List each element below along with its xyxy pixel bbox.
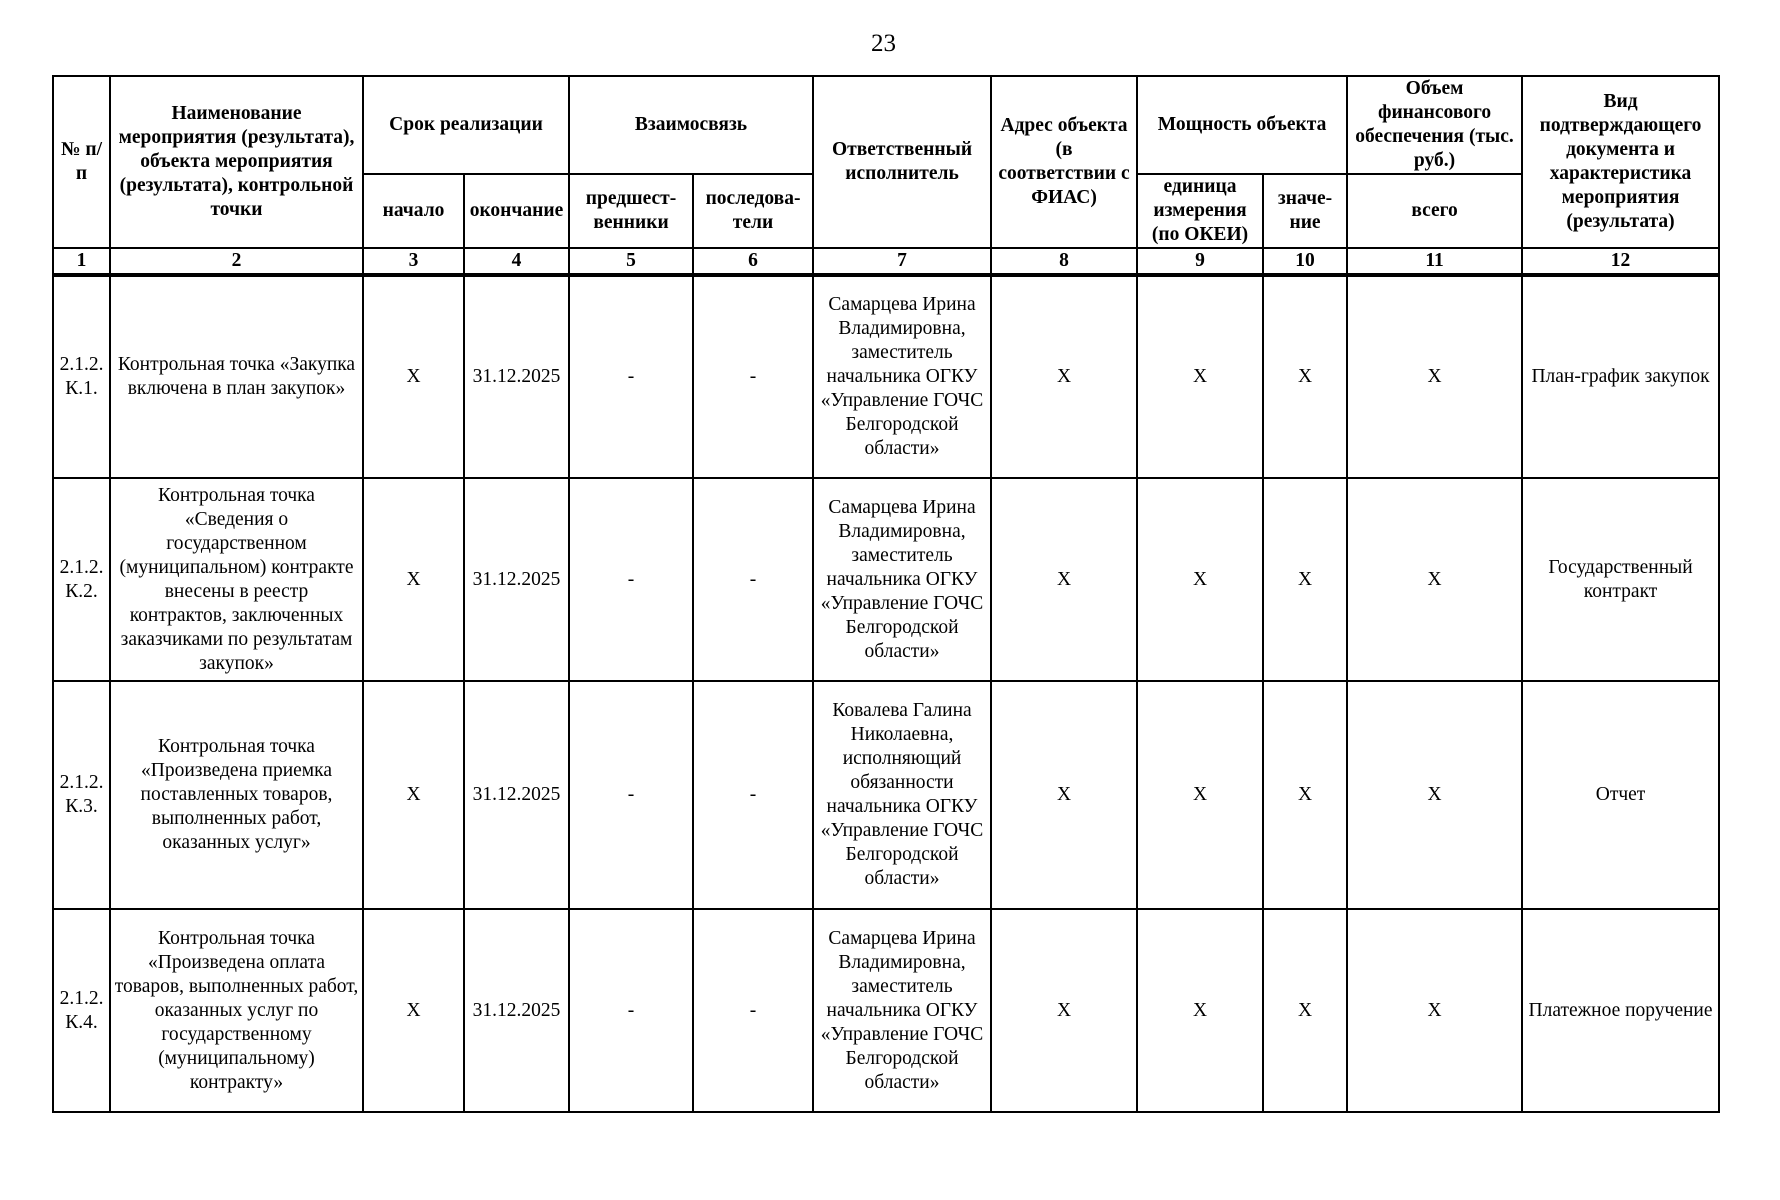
column-number: 7 — [813, 248, 991, 275]
row-value: X — [1263, 275, 1347, 478]
row-responsible: Самарцева Ирина Владимировна, заместитель начальника ОГКУ «Управление ГОЧС Белгородской области» — [813, 478, 991, 681]
row-value: X — [1263, 909, 1347, 1112]
column-number: 3 — [363, 248, 464, 275]
events-table — [52, 75, 1720, 1113]
table-header — [53, 76, 1719, 275]
row-doc: План-график закупок — [1522, 275, 1719, 478]
row-code: 2.1.2. К.3. — [53, 681, 110, 909]
row-prev: - — [569, 909, 693, 1112]
row-total: X — [1347, 909, 1522, 1112]
row-address: X — [991, 681, 1137, 909]
header-term-end: окончание — [464, 174, 569, 248]
header-capacity-unit: единица измерения (по ОКЕИ) — [1137, 174, 1263, 248]
row-doc: Отчет — [1522, 681, 1719, 909]
row-name: Контрольная точка «Закупка включена в план закупок» — [110, 275, 363, 478]
column-number: 10 — [1263, 248, 1347, 275]
column-number: 12 — [1522, 248, 1719, 275]
row-address: X — [991, 275, 1137, 478]
row-responsible: Самарцева Ирина Владимировна, заместитель начальника ОГКУ «Управление ГОЧС Белгородской области» — [813, 275, 991, 478]
row-address: X — [991, 478, 1137, 681]
row-doc: Государственный контракт — [1522, 478, 1719, 681]
row-end-date: 31.12.2025 — [464, 909, 569, 1112]
header-name: Наименование мероприятия (результата), объекта мероприятия (результата), контрольной точки — [110, 76, 363, 248]
row-prev: - — [569, 681, 693, 909]
row-code: 2.1.2. К.4. — [53, 909, 110, 1112]
header-responsible: Ответственный исполнитель — [813, 76, 991, 248]
row-name: Контрольная точка «Произведена оплата товаров, выполненных работ, оказанных услуг по государственному (муниципальному) контракту» — [110, 909, 363, 1112]
row-code: 2.1.2. К.2. — [53, 478, 110, 681]
table-row — [53, 909, 1719, 1112]
row-next: - — [693, 909, 813, 1112]
header-doc-type: Вид подтверждающего документа и характеристика мероприятия (результата) — [1522, 76, 1719, 248]
column-number: 11 — [1347, 248, 1522, 275]
header-link-next: последова-тели — [693, 174, 813, 248]
header-capacity: Мощность объекта — [1137, 76, 1347, 174]
row-next: - — [693, 681, 813, 909]
header-finance-total: всего — [1347, 174, 1522, 248]
header-term-start: начало — [363, 174, 464, 248]
row-value: X — [1263, 681, 1347, 909]
row-end-date: 31.12.2025 — [464, 681, 569, 909]
row-responsible: Ковалева Галина Николаевна, исполняющий обязанности начальника ОГКУ «Управление ГОЧС Белгородской области» — [813, 681, 991, 909]
table-row — [53, 681, 1719, 909]
column-number: 5 — [569, 248, 693, 275]
column-number: 4 — [464, 248, 569, 275]
row-prev: - — [569, 275, 693, 478]
row-address: X — [991, 909, 1137, 1112]
header-no: № п/п — [53, 76, 110, 248]
row-unit: X — [1137, 909, 1263, 1112]
row-value: X — [1263, 478, 1347, 681]
row-total: X — [1347, 681, 1522, 909]
row-start: X — [363, 478, 464, 681]
row-unit: X — [1137, 478, 1263, 681]
row-prev: - — [569, 478, 693, 681]
row-next: - — [693, 478, 813, 681]
row-start: X — [363, 275, 464, 478]
column-number: 1 — [53, 248, 110, 275]
row-total: X — [1347, 478, 1522, 681]
column-number: 2 — [110, 248, 363, 275]
header-link: Взаимосвязь — [569, 76, 813, 174]
table-row — [53, 478, 1719, 681]
row-name: Контрольная точка «Сведения о государственном (муниципальном) контракте внесены в реестр контрактов, заключенных заказчиками по результатам закупок» — [110, 478, 363, 681]
row-start: X — [363, 681, 464, 909]
column-numbers-row — [53, 248, 1719, 275]
row-code: 2.1.2. К.1. — [53, 275, 110, 478]
table-row — [53, 275, 1719, 478]
row-end-date: 31.12.2025 — [464, 478, 569, 681]
column-number: 8 — [991, 248, 1137, 275]
row-unit: X — [1137, 681, 1263, 909]
row-total: X — [1347, 275, 1522, 478]
header-finance: Объем финансового обеспечения (тыс. руб.) — [1347, 76, 1522, 174]
row-start: X — [363, 909, 464, 1112]
header-capacity-value: значе-ние — [1263, 174, 1347, 248]
row-doc: Платежное поручение — [1522, 909, 1719, 1112]
row-end-date: 31.12.2025 — [464, 275, 569, 478]
header-link-prev: предшест-венники — [569, 174, 693, 248]
row-responsible: Самарцева Ирина Владимировна, заместитель начальника ОГКУ «Управление ГОЧС Белгородской области» — [813, 909, 991, 1112]
header-address: Адрес объекта (в соответствии с ФИАС) — [991, 76, 1137, 248]
column-number: 6 — [693, 248, 813, 275]
row-name: Контрольная точка «Произведена приемка поставленных товаров, выполненных работ, оказанных услуг» — [110, 681, 363, 909]
header-term: Срок реализации — [363, 76, 569, 174]
page-number: 23 — [871, 30, 896, 57]
row-unit: X — [1137, 275, 1263, 478]
row-next: - — [693, 275, 813, 478]
column-number: 9 — [1137, 248, 1263, 275]
